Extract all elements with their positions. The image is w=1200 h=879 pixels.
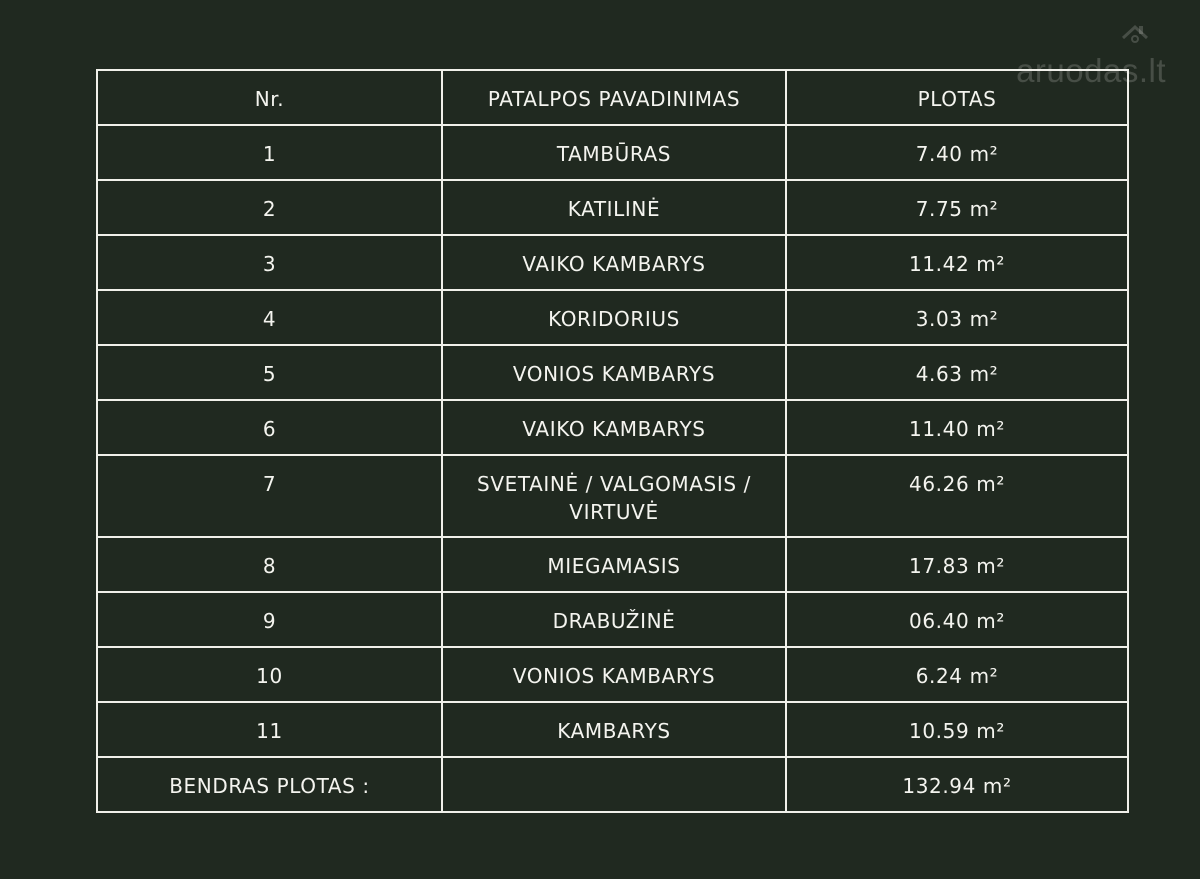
row-room-name: VONIOS KAMBARYS (442, 345, 786, 400)
row-nr: 6 (97, 400, 442, 455)
table-row (97, 290, 1128, 345)
row-room-name: VAIKO KAMBARYS (442, 400, 786, 455)
table-header-row (97, 70, 1128, 125)
row-nr: 11 (97, 702, 442, 757)
row-area: 7.40 m² (786, 125, 1128, 180)
row-nr: 7 (97, 455, 442, 537)
total-empty-cell (442, 757, 786, 812)
row-area: 3.03 m² (786, 290, 1128, 345)
table-row (97, 647, 1128, 702)
row-nr: 4 (97, 290, 442, 345)
row-area: 46.26 m² (786, 455, 1128, 537)
row-nr: 2 (97, 180, 442, 235)
row-nr: 8 (97, 537, 442, 592)
room-area-table (96, 69, 1129, 813)
table-total-row (97, 757, 1128, 812)
table-row (97, 235, 1128, 290)
row-room-name (442, 455, 786, 537)
table-row (97, 702, 1128, 757)
table-row (97, 400, 1128, 455)
row-area: 10.59 m² (786, 702, 1128, 757)
row-nr: 10 (97, 647, 442, 702)
row-area: 4.63 m² (786, 345, 1128, 400)
table-row (97, 537, 1128, 592)
house-icon (1120, 24, 1150, 50)
row-nr: 9 (97, 592, 442, 647)
row-area: 06.40 m² (786, 592, 1128, 647)
row-room-name: VAIKO KAMBARYS (442, 235, 786, 290)
row-room-name: KAMBARYS (442, 702, 786, 757)
table-row (97, 125, 1128, 180)
table-row (97, 455, 1128, 537)
watermark-logo: aruodas.lt (1016, 52, 1166, 89)
table-row (97, 592, 1128, 647)
table-row (97, 180, 1128, 235)
header-nr: Nr. (97, 70, 442, 125)
row-room-name: KORIDORIUS (442, 290, 786, 345)
header-area: PLOTAS (786, 70, 1128, 125)
total-area: 132.94 m² (786, 757, 1128, 812)
row-nr: 1 (97, 125, 442, 180)
row-area: 6.24 m² (786, 647, 1128, 702)
row-area: 7.75 m² (786, 180, 1128, 235)
row-nr: 5 (97, 345, 442, 400)
row-room-name-text: SVETAINĖ / VALGOMASIS / VIRTUVĖ (477, 472, 751, 524)
row-room-name: MIEGAMASIS (442, 537, 786, 592)
row-room-name: DRABUŽINĖ (442, 592, 786, 647)
table-row (97, 345, 1128, 400)
row-room-name: KATILINĖ (442, 180, 786, 235)
header-room-name: PATALPOS PAVADINIMAS (442, 70, 786, 125)
row-area: 17.83 m² (786, 537, 1128, 592)
row-room-name: TAMBŪRAS (442, 125, 786, 180)
row-area: 11.40 m² (786, 400, 1128, 455)
row-area: 11.42 m² (786, 235, 1128, 290)
total-label: BENDRAS PLOTAS : (97, 757, 442, 812)
row-nr: 3 (97, 235, 442, 290)
row-room-name: VONIOS KAMBARYS (442, 647, 786, 702)
